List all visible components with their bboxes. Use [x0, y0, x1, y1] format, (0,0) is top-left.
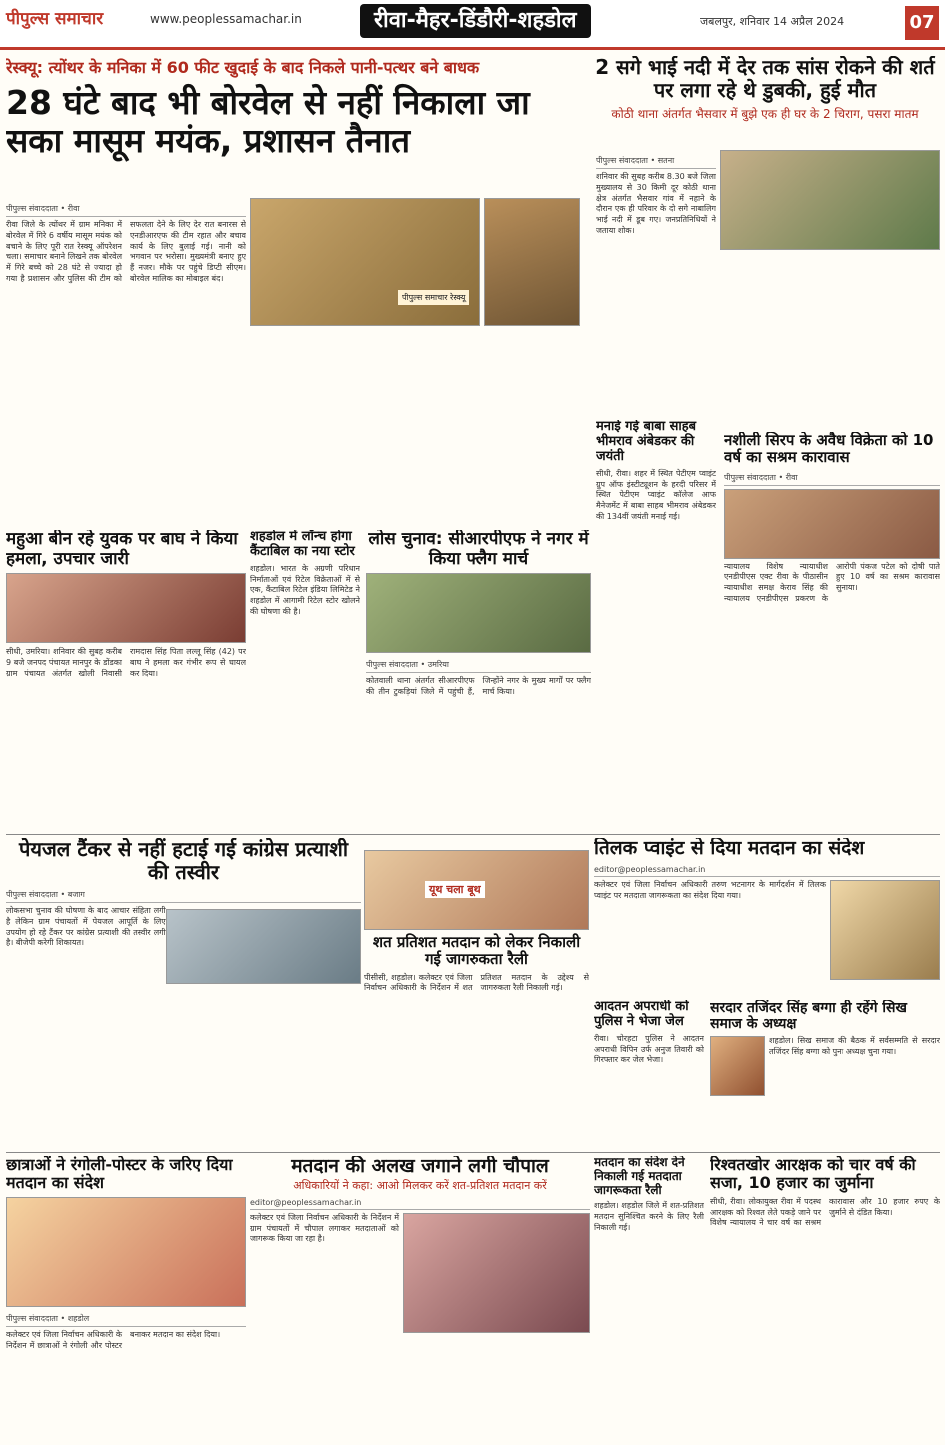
rescue-photo-2: [484, 198, 580, 326]
sikh-headline: सरदार तजिंदर सिंह बग्गा ही रहेंगे सिख समाज के अध्यक्ष: [710, 1000, 907, 1033]
chaupal-byline: editor@peoplessamachar.in: [250, 1196, 590, 1210]
rally-story: [364, 850, 589, 1140]
syrup-body: न्यायालय विशेष न्यायाधीश एनडीपीएस एक्ट रीवा के पीठासीन न्यायाधीश समक्ष केराव सिंह की न्यायालय एनडीपीएस प्रकरण के आरोपी पंकज पटेल को दोषी पाते हुए 10 वर्ष का सश्रम कारावास सुनाया।: [724, 561, 940, 603]
flagmarch-headline: लोस चुनाव: सीआरपीएफ ने नगर में किया फ्लैग मार्च: [368, 530, 589, 569]
flagmarch-byline: पीपुल्स संवाददाता • उमरिया: [366, 657, 591, 673]
cantabil-body: शहडोल। भारत के अग्रणी परिधान निर्माताओं एवं रिटेल विक्रेताओं में से एक, कैंटाबिल रिटेल इंडिया लिमिटेड ने शहडोल में आगामी रिटेल स्टोर खोलने की घोषणा की है।: [250, 563, 360, 617]
rangoli-body: कलेक्टर एवं जिला निर्वाचन अधिकारी के निर्देशन में छात्राओं ने रंगोली और पोस्टर बनाकर मतदान का संदेश दिया।: [6, 1329, 221, 1350]
rescue-photo: [250, 198, 480, 326]
tanker-byline: पीपुल्स संवाददाता • बजाग: [6, 887, 361, 903]
flagmarch-photo: [366, 573, 591, 653]
rally-banner: यूथ चला बूथ: [425, 881, 485, 898]
rangoli-story: [6, 1156, 246, 1441]
criminal-body: रीवा। चोरहटा पुलिस ने आदतन अपराधी विपिन उर्फ अनुज तिवारी को गिरफ्तार कर जेल भेजा।: [594, 1033, 704, 1065]
flagmarch-body: कोतवाली थाना अंतर्गत सीआरपीएफ की तीन टुकड़ियां जिले में पहुंची हैं, जिन्होंने नगर के मुख्य मार्गों पर फ्लैग मार्च किया।: [366, 676, 591, 696]
sikh-leader-photo: [710, 1036, 765, 1096]
brothers-headline: 2 सगे भाई नदी में देर तक सांस रोकने की शर्त पर लगा रहे थे डुबकी, हुई मौत: [595, 56, 935, 102]
lead-text: [6, 198, 246, 523]
brothers-byline: पीपुल्स संवाददाता • सतना: [596, 153, 716, 169]
bribe-body: सीधी, रीवा। लोकायुक्त रीवा में पदस्थ आरक्षक को रिश्वत लेते पकड़े जाने पर विशेष न्यायालय ने चार वर्ष का सश्रम कारावास और 10 हजार रुपए के जुर्माने से दंडित किया।: [710, 1196, 940, 1228]
ambedkar-story: [596, 420, 716, 650]
flagmarch-story: [366, 530, 591, 830]
tilak-byline: editor@peoplessamachar.in: [594, 863, 940, 877]
ambedkar-body: सीधी, रीवा। शहर में स्थित पेटीएम प्वाइंट ग्रुप ऑफ इंस्टीट्यूशन के हरदी परिसर में स्थित पेटीएम प्वाइंट कॉलेज आफ मैनेजमेंट में बाबा साहब भीमराव अंबेडकर की 134वीं जयंती मनाई गई।: [596, 468, 716, 521]
syrup-byline: पीपुल्स संवाददाता • रीवा: [724, 470, 940, 486]
bribe-headline: रिश्वतखोर आरक्षक को चार वर्ष की सजा, 10 हजार का जुर्माना: [710, 1156, 916, 1193]
chaupal-headline: मतदान की अलख जगाने लगी चौपाल: [291, 1156, 549, 1177]
lead-byline: पीपुल्स संवाददाता • रीवा: [6, 201, 246, 217]
chaupal-photo: [403, 1213, 590, 1333]
ambedkar-headline: मनाई गई बाबा साहब भीमराव अंबेडकर की जयंती: [596, 420, 697, 464]
chaupal-sub: अधिकारियों ने कहा: आओ मिलकर करें शत-प्रतिशत मतदान करें: [293, 1178, 547, 1192]
chaupal-body: कलेक्टर एवं जिला निर्वाचन अधिकारी के निर्देशन में ग्राम पंचायतों में चौपाल लगाकर मतदाताओं को जागरूक किया जा रहा है।: [250, 1212, 399, 1244]
tiger-body: सीधी, उमरिया। शनिवार की सुबह करीब 9 बजे जनपद पंचायत मानपुर के डोंडका ग्राम पंचायत अंतर्गत खोली निवासी रामदास सिंह पिता लल्लू सिंह (42) पर बाघ ने हमला कर गंभीर रूप से घायल कर दिया।: [6, 647, 246, 678]
tilak-photo: [830, 880, 940, 980]
rangoli-headline: छात्राओं ने रंगोली-पोस्टर के जरिए दिया मतदान का संदेश: [6, 1156, 233, 1193]
tanker-headline: पेयजल टैंकर से नहीं हटाई गई कांग्रेस प्रत्याशी की तस्वीर: [19, 838, 348, 884]
page-number: 07: [905, 6, 939, 40]
brothers-body: शनिवार की सुबह करीब 8.30 बजे जिला मुख्यालय से 30 किमी दूर कोठी थाना क्षेत्र अंतर्गत भैसवार गांव में नहाने के दौरान एक ही परिवार के दो सगे नाबालिग भाई नदी में डूब गए। जनप्रतिनिधियों ने जताया शोक।: [596, 172, 716, 235]
cantabil-headline: शहडोल में लॉन्च होगा कैंटाबिल का नया स्टोर: [250, 530, 355, 559]
criminal-headline: आदतन अपराधी को पुलिस ने भेजा जेल: [594, 1000, 689, 1029]
brothers-story: [590, 56, 940, 156]
date: जबलपुर, शनिवार 14 अप्रैल 2024: [700, 15, 845, 28]
brothers-photo: [720, 150, 940, 250]
lead-body: रीवा जिले के त्योंथर में ग्राम मनिका में बोरवेल में गिरे 6 वर्षीय मासूम मयंक को बचाने के लिए पूरी रात रेस्क्यू ऑपरेशन चला। समाचार बनाने लिखने तक बोरवेल में गिरे बच्चे को 28 घंटे से ज्यादा हो गया है प्रशासन और पुलिस की टीम को सफलता देने के लिए देर रात बनारस से एनडीआरएफ की टीम रहात और बचाव कार्य के लिए बुलाई गई। नानी को भगवान पर भरोसा। मुख्यमंत्री बनाए हुए हैं नजर। मौके पर पहुंचे डिप्टी सीएम। बोरवेल मालिक का मोबाइल बंद।: [6, 220, 246, 283]
rescue-photo-caption: पीपुल्स समाचार रेस्क्यू: [398, 290, 469, 305]
syrup-headline: नशीली सिरप के अवैध विक्रेता को 10 वर्ष का सश्रम कारावास: [724, 432, 934, 467]
tiger-victim-photo: [6, 573, 246, 643]
court-photo: [724, 489, 940, 559]
rally-photo: [364, 850, 589, 930]
rangoli-byline: पीपुल्स संवाददाता • शहडोल: [6, 1311, 246, 1327]
rally2-body: शहडोल। शहडोल जिले में शत-प्रतिशत मतदान सुनिश्चित करने के लिए रैली निकाली गई।: [594, 1201, 704, 1232]
tilak-body: कलेक्टर एवं जिला निर्वाचन अधिकारी तरुण भटनागर के मार्गदर्शन में तिलक प्वाइंट पर मतदाता जागरूकता का संदेश दिया गया।: [594, 879, 826, 900]
edition-title: रीवा-मैहर-डिंडौरी-शहडोल: [360, 4, 591, 38]
site-url[interactable]: www.peoplessamachar.in: [150, 12, 302, 26]
divider: [6, 834, 940, 835]
tiger-headline: महुआ बीन रहे युवक पर बाघ ने किया हमला, उपचार जारी: [6, 530, 238, 569]
tanker-story: [6, 838, 361, 1138]
rally-body: पीसीसी, शहडोल। कलेक्टर एवं जिला निर्वाचन अधिकारी के निर्देशन में शत प्रतिशत मतदान के उद्देश्य से जागरुकता रैली निकाली गई।: [364, 972, 589, 993]
brothers-text: [596, 150, 716, 425]
chaupal-story: [250, 1156, 590, 1441]
cantabil-story: [250, 530, 360, 830]
sikh-story: [710, 1000, 940, 1150]
tilak-story: [594, 838, 940, 998]
tanker-body: लोकसभा चुनाव की घोषणा के बाद आचार संहिता लगी है लेकिन ग्राम पंचायतों में पेयजल आपूर्ति के लिए उपयोग हो रहे टैंकर पर कांग्रेस प्रत्याशी की तस्वीर लगी है। बीजेपी करेगी शिकायत।: [6, 906, 166, 948]
lead-kicker: रेस्क्यू: त्योंथर के मनिका में 60 फीट खुदाई के बाद निकले पानी-पत्थर बने बाधक: [6, 58, 480, 77]
criminal-story: [594, 1000, 704, 1150]
brothers-sub: कोठी थाना अंतर्गत भैसवार में बुझे एक ही घर के 2 चिराग, पसरा मातम: [611, 107, 919, 121]
masthead: [0, 0, 945, 50]
logo: पीपुल्स समाचार: [6, 9, 104, 29]
bribe-story: [710, 1156, 940, 1441]
tilak-headline: तिलक प्वाइंट से दिया मतदान का संदेश: [594, 838, 865, 859]
divider: [6, 1152, 940, 1153]
syrup-story: [724, 432, 940, 822]
rally2-headline: मतदान का संदेश देने निकाली गई मतदाता जागरूकता रैली: [594, 1156, 685, 1197]
rally-headline: शत प्रतिशत मतदान को लेकर निकाली गई जागरुकता रैली: [372, 933, 581, 969]
tiger-story: [6, 530, 246, 830]
sikh-body: शहडोल। सिख समाज की बैठक में सर्वसम्मति से सरदार तजिंदर सिंह बग्गा को पुनः अध्यक्ष चुना गया।: [769, 1036, 940, 1056]
rangoli-photo: [6, 1197, 246, 1307]
tanker-photo: [166, 909, 361, 984]
rally2-story: [594, 1156, 704, 1441]
lead-headline: 28 घंटे बाद भी बोरवेल से नहीं निकाला जा सका मासूम मयंक, प्रशासन तैनात: [6, 83, 530, 160]
